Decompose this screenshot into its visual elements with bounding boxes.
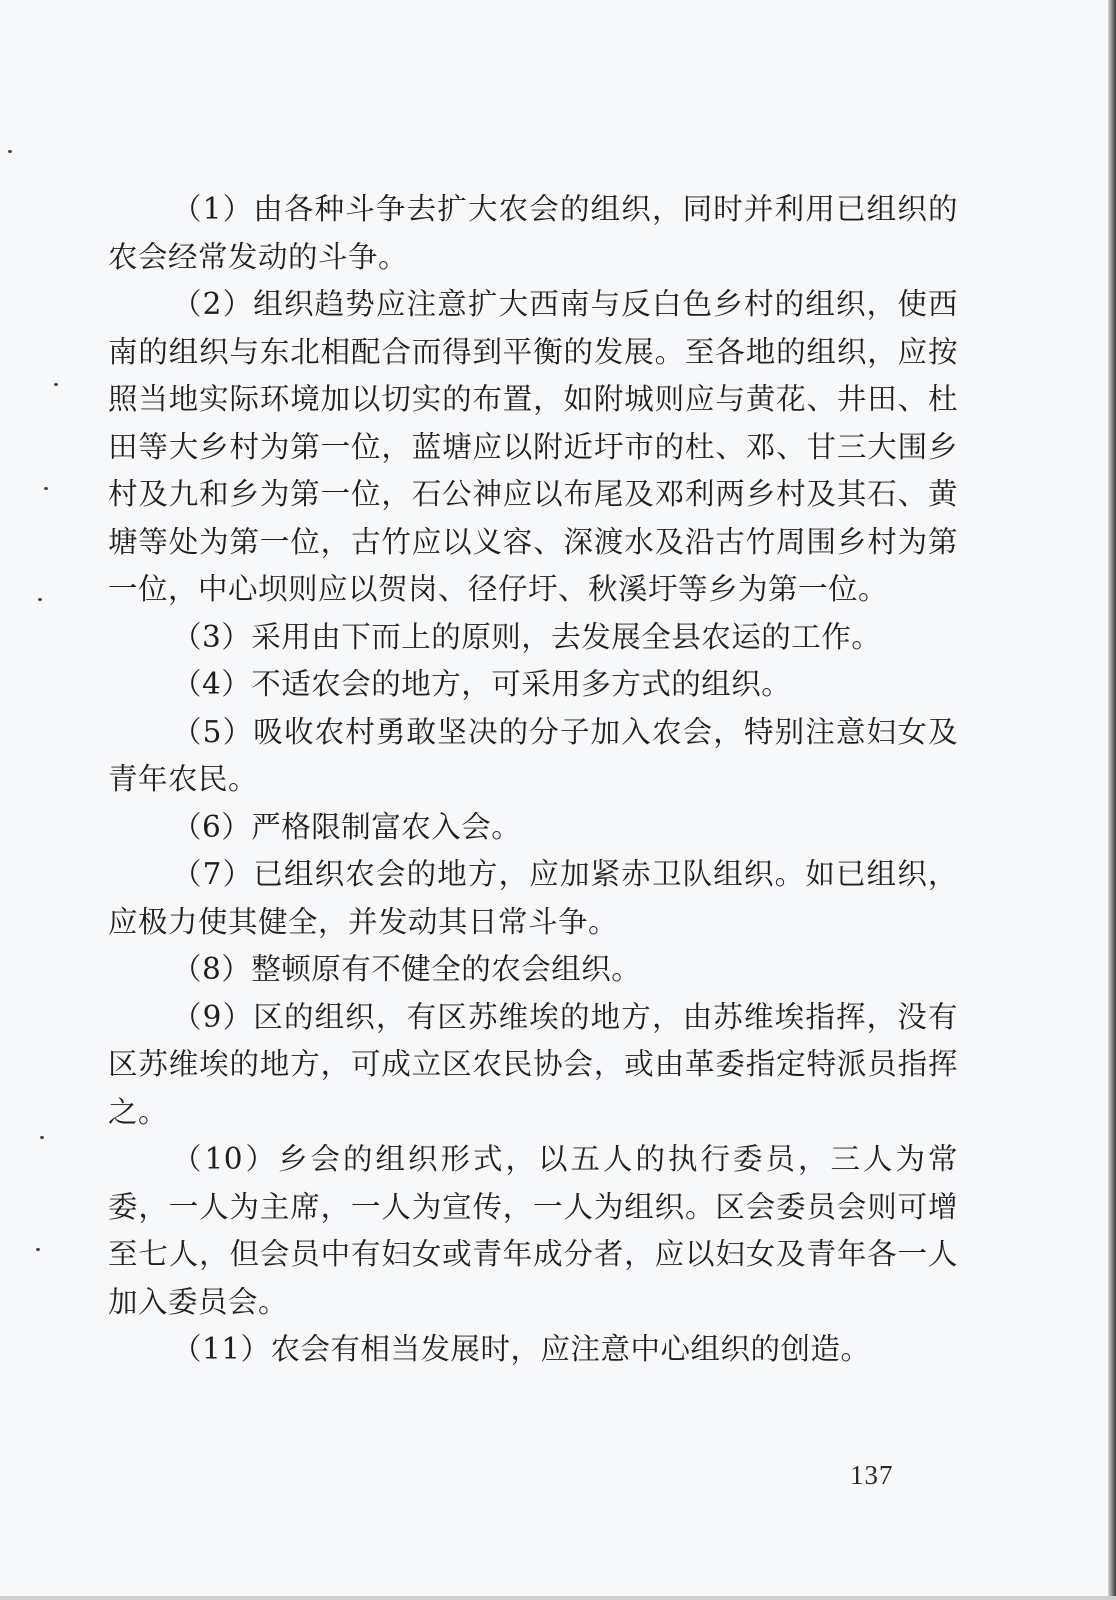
scan-speck [8, 150, 12, 153]
scan-speck [38, 598, 42, 601]
paragraph-8: （8）整顿原有不健全的农会组织。 [172, 952, 642, 986]
scan-speck [54, 383, 58, 386]
paragraph-5: （5）吸收农村勇敢坚决的分子加入农会，特别注意妇女及青年农民。 [108, 714, 958, 796]
paragraph-1: （1）由各种斗争去扩大农会的组织，同时并利用已组织的农会经常发动的斗争。 [108, 192, 958, 274]
scan-edge [1108, 0, 1116, 1600]
paragraph-2: （2）组织趋势应注意扩大西南与反白色乡村的组织，使西南的组织与东北相配合而得到平衡的发展。至各地的组织，应按照当地实际环境加以切实的布置，如附城则应与黄花、井田、杜田等大乡村为第一位，蓝塘应以附近圩市的杜、邓、甘三大围乡村及九和乡为第一位，石公神应以布尾及邓利两乡村及其石、黄塘等处为第一位，古竹应以义容、深渡水及沿古竹周围乡村为第一位，中心坝则应以贺岗、径仔圩、秋溪圩等乡为第一位。 [108, 287, 958, 606]
scan-speck [44, 487, 48, 490]
paragraph-10: （10）乡会的组织形式，以五人的执行委员，三人为常委，一人为主席，一人为宣传，一人为组织。区会委员会则可增至七人，但会员中有妇女或青年成分者，应以妇女及青年各一人加入委员会。 [108, 1142, 958, 1319]
paragraph-3: （3）采用由下而上的原则，去发展全县农运的工作。 [172, 619, 882, 654]
paragraph-6: （6）严格限制富农入会。 [172, 809, 522, 844]
paragraph-9: （9）区的组织，有区苏维埃的地方，由苏维埃指挥，没有区苏维埃的地方，可成立区农民协会，或由革委指定特派员指挥之。 [108, 999, 958, 1129]
paragraph-7: （7）已组织农会的地方，应加紧赤卫队组织。如已组织，应极力使其健全，并发动其日常斗争。 [108, 857, 958, 939]
scan-edge-bottom [0, 1596, 1116, 1600]
scan-speck [36, 1248, 40, 1251]
body-text [108, 186, 958, 1374]
scan-speck [40, 1136, 44, 1139]
paragraph-11: （11）农会有相当发展时，应注意中心组织的创造。 [172, 1332, 871, 1366]
paragraph-4: （4）不适农会的地方，可采用多方式的组织。 [172, 667, 792, 701]
page-number: 137 [850, 1460, 894, 1490]
